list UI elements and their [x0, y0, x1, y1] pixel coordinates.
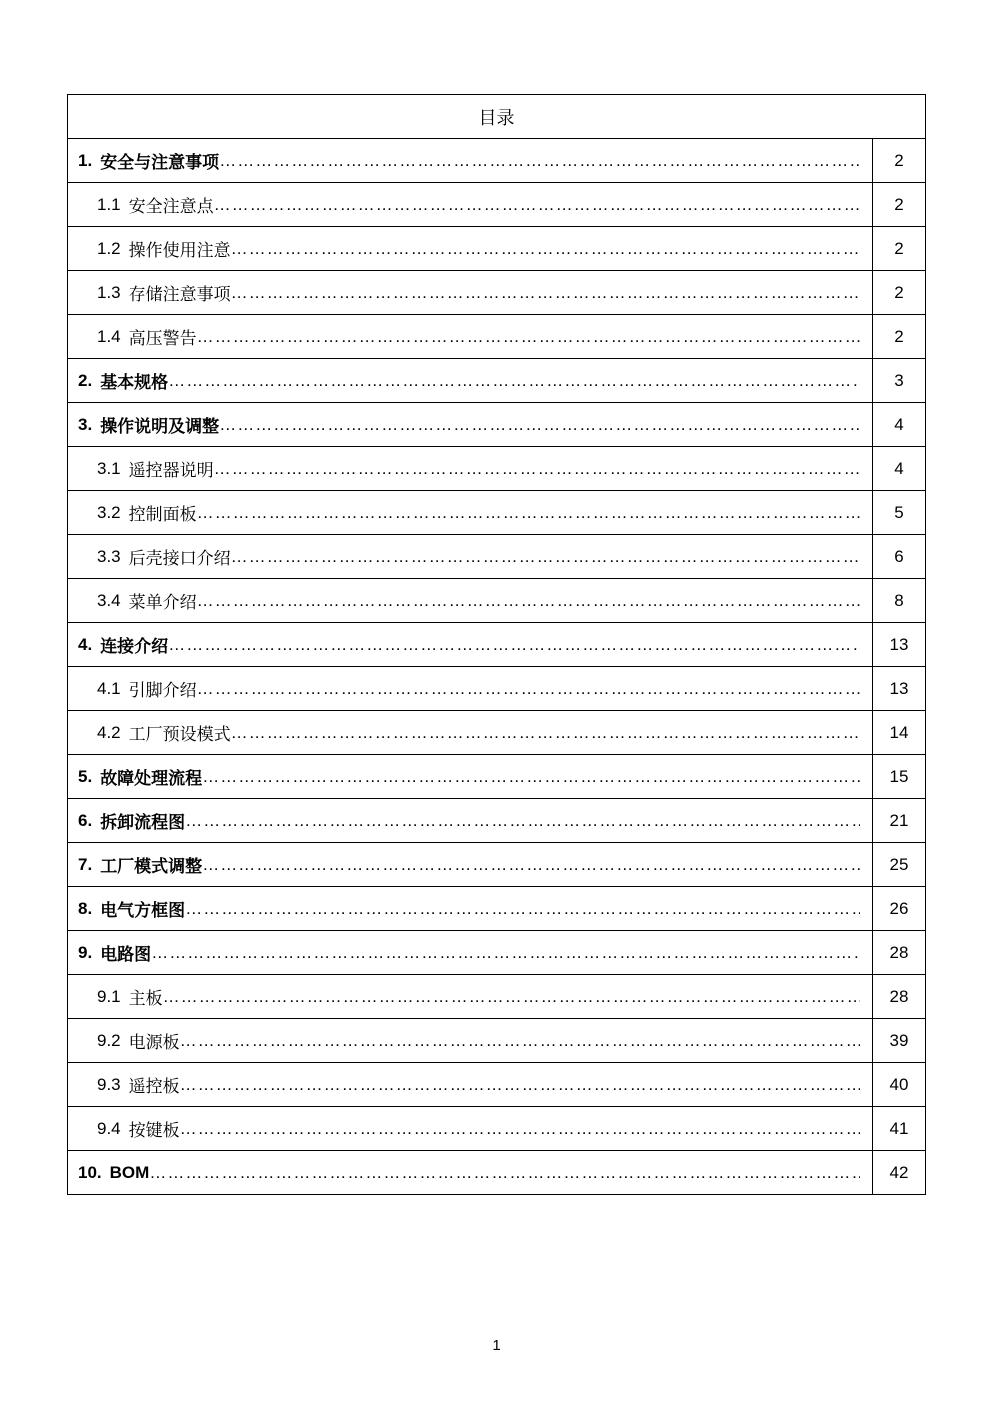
- toc-entry-label: 存储注意事项: [128, 285, 231, 304]
- toc-row[interactable]: [68, 491, 926, 535]
- toc-entry[interactable]: [68, 1163, 872, 1183]
- toc-page-number: 41: [873, 1107, 926, 1151]
- toc-dot-leader: [197, 503, 860, 523]
- toc-entry-cell: [68, 447, 873, 491]
- toc-entry-label: 基本规格: [100, 373, 169, 392]
- toc-entry-number: 5.: [78, 766, 93, 786]
- toc-row[interactable]: [68, 887, 926, 931]
- toc-page-number: 14: [873, 711, 926, 755]
- toc-page-number: 40: [873, 1063, 926, 1107]
- toc-dot-leader: [231, 547, 860, 567]
- toc-entry-label: 高压警告: [128, 329, 197, 348]
- toc-entry-number: 1.1: [97, 194, 121, 214]
- toc-entry-label: 遥控板: [128, 1077, 180, 1096]
- toc-entry-label: 工厂预设模式: [128, 725, 231, 744]
- toc-dot-leader: [180, 1075, 860, 1095]
- toc-entry[interactable]: [68, 1028, 872, 1053]
- toc-entry-cell: [68, 491, 873, 535]
- toc-row[interactable]: [68, 711, 926, 755]
- toc-page-number: 4: [873, 403, 926, 447]
- toc-page-number: 2: [873, 227, 926, 271]
- toc-entry-cell: [68, 183, 873, 227]
- toc-entry-number: 9.3: [97, 1074, 121, 1094]
- toc-dot-leader: [151, 943, 860, 963]
- toc-entry-label: 安全注意点: [128, 197, 214, 216]
- toc-entry[interactable]: [68, 940, 872, 965]
- toc-page-number: 42: [873, 1151, 926, 1195]
- toc-entry-label: BOM: [109, 1162, 150, 1182]
- toc-entry-label: 电气方框图: [100, 901, 186, 920]
- toc-dot-leader: [202, 767, 860, 787]
- toc-dot-leader: [168, 635, 860, 655]
- page-number: 1: [492, 1337, 501, 1354]
- toc-entry-number: 1.2: [97, 238, 121, 258]
- toc-entry-cell: [68, 579, 873, 623]
- toc-row[interactable]: [68, 403, 926, 447]
- toc-entry[interactable]: [68, 236, 872, 261]
- toc-entry-number: 4.1: [97, 678, 121, 698]
- toc-entry-cell: [68, 931, 873, 975]
- toc-dot-leader: [197, 327, 860, 347]
- toc-dot-leader: [197, 591, 860, 611]
- toc-dot-leader: [185, 811, 860, 831]
- toc-page-number: 5: [873, 491, 926, 535]
- toc-entry-number: 3.3: [97, 546, 121, 566]
- toc-title-row: [68, 95, 926, 139]
- toc-dot-leader: [231, 239, 860, 259]
- toc-row[interactable]: [68, 227, 926, 271]
- toc-table: [67, 94, 926, 1195]
- toc-entry-label: 引脚介绍: [128, 681, 197, 700]
- toc-entry-label: 故障处理流程: [100, 769, 203, 788]
- toc-dot-leader: [219, 151, 860, 171]
- toc-entry-number: 1.4: [97, 326, 121, 346]
- toc-page-number: 2: [873, 183, 926, 227]
- toc-row[interactable]: [68, 359, 926, 403]
- toc-dot-leader: [231, 723, 860, 743]
- toc-dot-leader: [197, 679, 860, 699]
- toc-page-number: 13: [873, 667, 926, 711]
- toc-entry[interactable]: [68, 192, 872, 217]
- toc-entry-label: 操作说明及调整: [100, 417, 220, 436]
- toc-page-number: 28: [873, 975, 926, 1019]
- toc-page-number: 28: [873, 931, 926, 975]
- toc-page-number: 6: [873, 535, 926, 579]
- toc-entry-cell: [68, 623, 873, 667]
- toc-dot-leader: [231, 283, 860, 303]
- toc-entry[interactable]: [68, 808, 872, 833]
- toc-entry-number: 9.: [78, 942, 93, 962]
- toc-entry-number: 10.: [78, 1162, 102, 1182]
- toc-entry-number: 4.: [78, 634, 93, 654]
- toc-row[interactable]: [68, 975, 926, 1019]
- toc-entry[interactable]: [68, 500, 872, 525]
- toc-entry-number: 2.: [78, 370, 93, 390]
- toc-entry-label: 遥控器说明: [128, 461, 214, 480]
- toc-entry-number: 9.2: [97, 1030, 121, 1050]
- toc-entry-cell: [68, 139, 873, 183]
- toc-entry-cell: [68, 403, 873, 447]
- toc-entry-label: 后壳接口介绍: [128, 549, 231, 568]
- toc-dot-leader: [219, 415, 860, 435]
- toc-entry[interactable]: [68, 852, 872, 877]
- toc-row[interactable]: [68, 1151, 926, 1195]
- toc-page-number: 25: [873, 843, 926, 887]
- toc-entry[interactable]: [68, 1116, 872, 1141]
- toc-dot-leader: [214, 195, 860, 215]
- toc-entry-number: 1.: [78, 150, 93, 170]
- toc-entry[interactable]: [68, 896, 872, 921]
- toc-page-number: 2: [873, 139, 926, 183]
- toc-entry[interactable]: [68, 324, 872, 349]
- toc-entry-label: 菜单介绍: [128, 593, 197, 612]
- toc-page-number: 8: [873, 579, 926, 623]
- toc-row[interactable]: [68, 623, 926, 667]
- toc-entry[interactable]: [68, 148, 872, 173]
- toc-page-number: 39: [873, 1019, 926, 1063]
- toc-entry-number: 3.2: [97, 502, 121, 522]
- toc-entry-number: 3.: [78, 414, 93, 434]
- toc-entry-cell: [68, 755, 873, 799]
- toc-row[interactable]: [68, 799, 926, 843]
- toc-entry-cell: [68, 535, 873, 579]
- toc-entry-cell: [68, 799, 873, 843]
- toc-entry-number: 9.4: [97, 1118, 121, 1138]
- toc-row[interactable]: [68, 447, 926, 491]
- toc-dot-leader: [180, 1031, 860, 1051]
- toc-entry-cell: [68, 1019, 873, 1063]
- toc-page-number: 3: [873, 359, 926, 403]
- toc-entry-label: 按键板: [128, 1121, 180, 1140]
- toc-entry-cell: [68, 887, 873, 931]
- toc-entry[interactable]: [68, 544, 872, 569]
- toc-entry-cell: [68, 843, 873, 887]
- toc-entry[interactable]: [68, 368, 872, 393]
- toc-row[interactable]: [68, 271, 926, 315]
- toc-entry[interactable]: [68, 456, 872, 481]
- toc-dot-leader: [163, 987, 860, 1007]
- toc-entry-label: 操作使用注意: [128, 241, 231, 260]
- toc-page-number: 26: [873, 887, 926, 931]
- toc-entry-number: 3.4: [97, 590, 121, 610]
- toc-title: 目录: [68, 95, 926, 139]
- toc-entry-number: 8.: [78, 898, 93, 918]
- toc-entry-label: 连接介绍: [100, 637, 169, 656]
- toc-entry-cell: [68, 359, 873, 403]
- toc-dot-leader: [202, 855, 860, 875]
- toc-row[interactable]: [68, 1019, 926, 1063]
- toc-entry-number: 7.: [78, 854, 93, 874]
- toc-entry-label: 安全与注意事项: [100, 153, 220, 172]
- toc-dot-leader: [214, 459, 860, 479]
- toc-row[interactable]: [68, 579, 926, 623]
- toc-entry[interactable]: [68, 676, 872, 701]
- toc-dot-leader: [168, 371, 860, 391]
- toc-entry[interactable]: [68, 984, 872, 1009]
- toc-page-number: 4: [873, 447, 926, 491]
- toc-entry-label: 拆卸流程图: [100, 813, 186, 832]
- toc-entry-number: 9.1: [97, 986, 121, 1006]
- toc-row[interactable]: [68, 1107, 926, 1151]
- toc-page-number: 21: [873, 799, 926, 843]
- toc-entry-label: 控制面板: [128, 505, 197, 524]
- toc-entry-cell: [68, 315, 873, 359]
- toc-page-number: 2: [873, 271, 926, 315]
- toc-entry[interactable]: [68, 280, 872, 305]
- toc-entry[interactable]: [68, 412, 872, 437]
- toc-entry-label: 工厂模式调整: [100, 857, 203, 876]
- toc-row[interactable]: [68, 315, 926, 359]
- toc-dot-leader: [185, 899, 860, 919]
- toc-entry-number: 4.2: [97, 722, 121, 742]
- toc-page-number: 2: [873, 315, 926, 359]
- toc-entry-cell: [68, 1063, 873, 1107]
- toc-entry-cell: [68, 227, 873, 271]
- toc-entry[interactable]: [68, 1072, 872, 1097]
- toc-entry-label: 主板: [128, 989, 163, 1008]
- toc-entry-cell: [68, 1107, 873, 1151]
- toc-entry[interactable]: [68, 588, 872, 613]
- toc-row[interactable]: [68, 139, 926, 183]
- toc-entry[interactable]: [68, 720, 872, 745]
- toc-entry-number: 6.: [78, 810, 93, 830]
- toc-entry-number: 3.1: [97, 458, 121, 478]
- toc-entry-label: 电路图: [100, 945, 152, 964]
- toc-entry-label: 电源板: [128, 1033, 180, 1052]
- toc-row[interactable]: [68, 931, 926, 975]
- toc-entry-cell: [68, 1151, 873, 1195]
- toc-page-number: 13: [873, 623, 926, 667]
- toc-row[interactable]: [68, 535, 926, 579]
- toc-row[interactable]: [68, 843, 926, 887]
- toc-entry[interactable]: [68, 764, 872, 789]
- toc-page-number: 15: [873, 755, 926, 799]
- toc-row[interactable]: [68, 183, 926, 227]
- toc-entry-cell: [68, 711, 873, 755]
- toc-dot-leader: [180, 1119, 860, 1139]
- toc-entry-number: 1.3: [97, 282, 121, 302]
- toc-entry-cell: [68, 667, 873, 711]
- toc-dot-leader: [149, 1163, 860, 1183]
- toc-entry[interactable]: [68, 632, 872, 657]
- toc-row[interactable]: [68, 1063, 926, 1107]
- toc-row[interactable]: [68, 755, 926, 799]
- toc-row[interactable]: [68, 667, 926, 711]
- toc-entry-cell: [68, 975, 873, 1019]
- toc-entry-cell: [68, 271, 873, 315]
